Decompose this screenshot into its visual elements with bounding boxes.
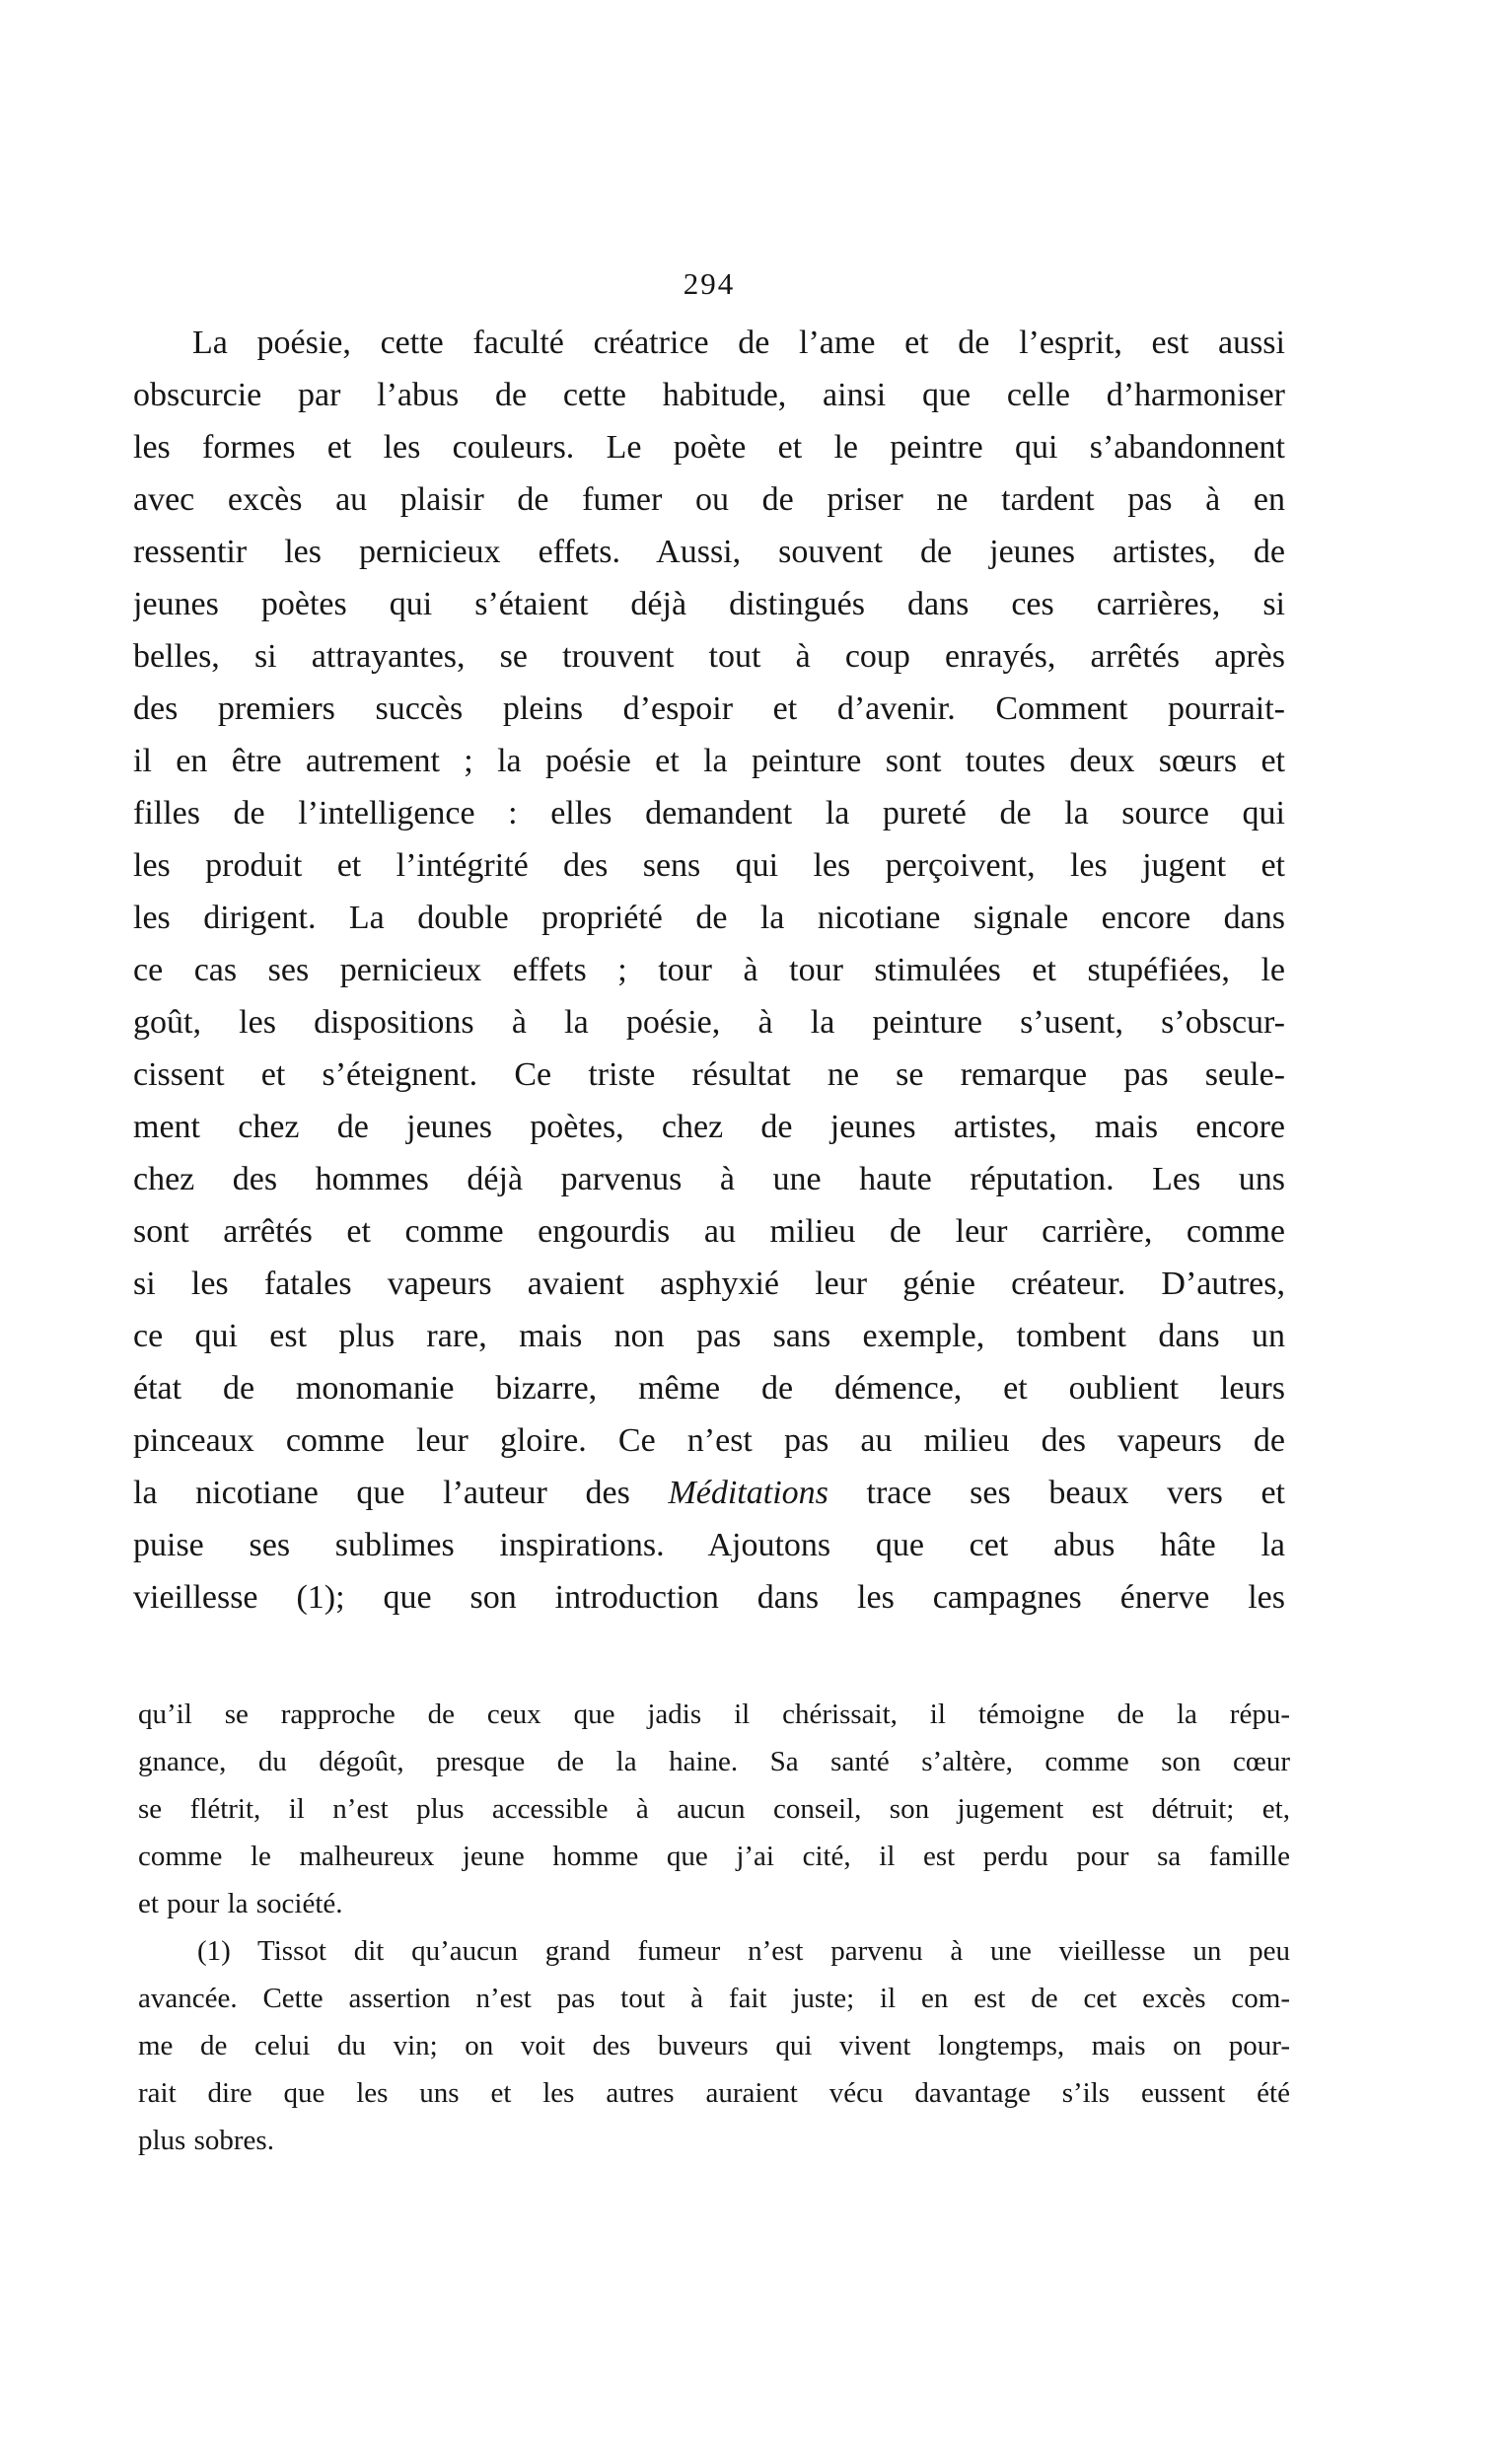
text-line: ce qui est plus rare, mais non pas sans exemple, tombent dans un: [133, 1318, 1285, 1354]
text-line: avancée. Cette assertion n’est pas tout à fait juste; il en est de cet excès com-: [138, 1983, 1290, 2014]
footnotes-section: [138, 1691, 1290, 2164]
text-line: les produit et l’intégrité des sens qui les perçoivent, les jugent et: [133, 847, 1285, 884]
text-line: la nicotiane que l’auteur des Méditations trace ses beaux vers et: [133, 1475, 1285, 1511]
page-number: 294: [683, 266, 736, 301]
text-line: chez des hommes déjà parvenus à une haute réputation. Les uns: [133, 1161, 1285, 1197]
footnote-continuation: [138, 1691, 1290, 1927]
text-line: il en être autrement ; la poésie et la peinture sont toutes deux sœurs et: [133, 743, 1285, 779]
text-line: puise ses sublimes inspirations. Ajoutons que cet abus hâte la: [133, 1527, 1285, 1563]
text-line: avec excès au plaisir de fumer ou de priser ne tardent pas à en: [133, 481, 1285, 518]
text-line: ressentir les pernicieux effets. Aussi, souvent de jeunes artistes, de: [133, 534, 1285, 570]
text-line: ce cas ses pernicieux effets ; tour à tour stimulées et stupéfiées, le: [133, 952, 1285, 988]
text-line: obscurcie par l’abus de cette habitude, ainsi que celle d’harmoniser: [133, 377, 1285, 413]
text-line: (1) Tissot dit qu’aucun grand fumeur n’est parvenu à une vieillesse un peu: [197, 1935, 1290, 1967]
text-line: cissent et s’éteignent. Ce triste résultat ne se remarque pas seule-: [133, 1056, 1285, 1093]
text-line: gnance, du dégoût, presque de la haine. Sa santé s’altère, comme son cœur: [138, 1746, 1290, 1777]
text-line: sont arrêtés et comme engourdis au milieu de leur carrière, comme: [133, 1213, 1285, 1250]
text-line: vieillesse (1); que son introduction dans les campagnes énerve les: [133, 1579, 1285, 1616]
text-line: se flétrit, il n’est plus accessible à aucun conseil, son jugement est détruit; et,: [138, 1793, 1290, 1825]
text-line: des premiers succès pleins d’espoir et d’avenir. Comment pourrait-: [133, 690, 1285, 727]
text-line: goût, les dispositions à la poésie, à la peinture s’usent, s’obscur-: [133, 1004, 1285, 1041]
text-line: si les fatales vapeurs avaient asphyxié leur génie créateur. D’autres,: [133, 1265, 1285, 1302]
text-line: comme le malheureux jeune homme que j’ai cité, il est perdu pour sa famille: [138, 1841, 1290, 1872]
text-line: qu’il se rapproche de ceux que jadis il chérissait, il témoigne de la répu-: [138, 1699, 1290, 1730]
text-line: état de monomanie bizarre, même de démence, et oublient leurs: [133, 1370, 1285, 1407]
text-line: La poésie, cette faculté créatrice de l’ame et de l’esprit, est aussi: [192, 325, 1285, 361]
footnote-1: [138, 1927, 1290, 2164]
text-line: me de celui du vin; on voit des buveurs qui vivent longtemps, mais on pour-: [138, 2030, 1290, 2061]
text-line: pinceaux comme leur gloire. Ce n’est pas au milieu des vapeurs de: [133, 1422, 1285, 1459]
text-line: les dirigent. La double propriété de la nicotiane signale encore dans: [133, 900, 1285, 936]
text-line: et pour la société.: [138, 1888, 343, 1919]
text-line: plus sobres.: [138, 2125, 274, 2156]
body-paragraph: [133, 317, 1285, 1624]
text-line: les formes et les couleurs. Le poète et le peintre qui s’abandonnent: [133, 429, 1285, 466]
text-line: filles de l’intelligence : elles demandent la pureté de la source qui: [133, 795, 1285, 831]
text-line: ment chez de jeunes poètes, chez de jeunes artistes, mais encore: [133, 1109, 1285, 1145]
text-line: belles, si attrayantes, se trouvent tout à coup enrayés, arrêtés après: [133, 638, 1285, 675]
text-line: jeunes poètes qui s’étaient déjà distingués dans ces carrières, si: [133, 586, 1285, 622]
text-line: rait dire que les uns et les autres auraient vécu davantage s’ils eussent été: [138, 2077, 1290, 2109]
